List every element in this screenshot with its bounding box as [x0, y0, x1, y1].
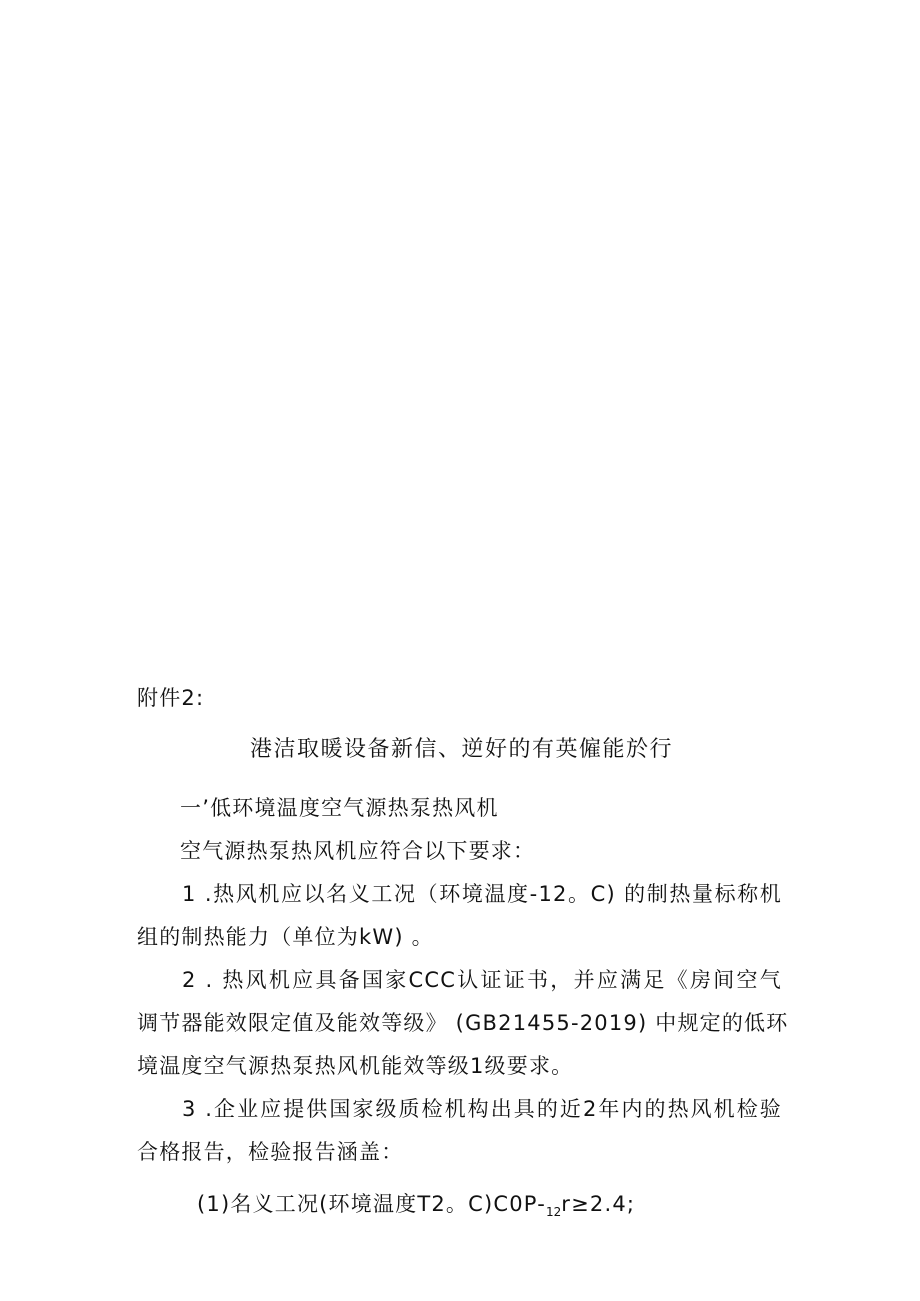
item-2-line-1: 2 . 热风机应具备国家CCC认证证书，并应满足《房间空气 [182, 968, 782, 992]
sub-item-1-prefix: (1)名义工况(环境温度T2。C)C0P- [197, 1192, 546, 1216]
sub-item-1 [197, 1190, 635, 1226]
item-1-line-1: 1 .热风机应以名义工况（环境温度-12。C) 的制热量标称机 [182, 882, 782, 906]
sub-item-1-suffix: r≥2.4; [561, 1192, 636, 1216]
intro-paragraph: 空气源热泵热风机应符合以下要求： [180, 839, 536, 863]
item-3-line-1: 3 .企业应提供国家级质检机构出具的近2年内的热风机检验 [182, 1097, 782, 1121]
sub-item-1-subscript: 12 [546, 1205, 562, 1219]
item-2-line-3: 境温度空气源热泵热风机能效等级1级要求。 [137, 1054, 574, 1078]
document-title: 港洁取暖设备新信、逆好的有英僱能於行 [250, 737, 674, 762]
item-3-line-2: 合格报告，检验报告涵盖： [137, 1140, 404, 1164]
section-heading: 一’低环境温度空气源热泵热风机 [180, 796, 499, 820]
item-2-line-2: 调节器能效限定值及能效等级》 (GB21455-2019) 中规定的低环 [137, 1011, 789, 1035]
attachment-label: 附件2: [137, 686, 205, 710]
item-1-line-2: 组的制热能力（单位为kW) 。 [137, 925, 434, 949]
